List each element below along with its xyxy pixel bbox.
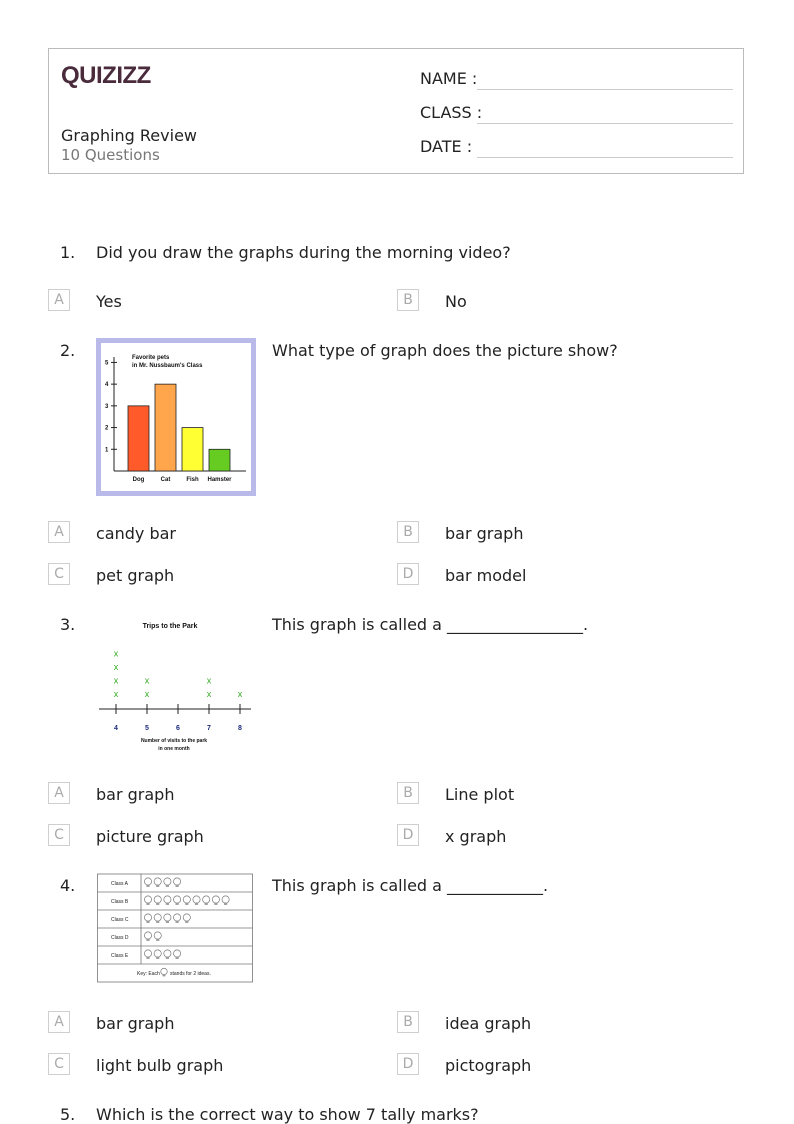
light-bulb-base [146,885,149,887]
option-b-text[interactable]: No [445,292,467,311]
bar-cat [155,384,176,471]
light-bulb-icon [164,914,171,921]
light-bulb-icon [144,950,151,957]
option-b-box[interactable]: B [397,521,419,543]
x-tick-label: 8 [238,725,242,732]
option-d-text[interactable]: bar model [445,566,527,585]
light-bulb-base [176,885,179,887]
idea-pictograph [97,873,254,988]
light-bulb-icon [164,896,171,903]
question-text: What type of graph does the picture show? [272,341,618,360]
y-tick-label: 5 [105,360,109,367]
light-bulb-base [156,921,159,923]
row-label: Class A [111,881,128,887]
light-bulb-icon [174,914,181,921]
name-label: NAME : [420,69,478,88]
light-bulb-base [156,957,159,959]
x-axis-label: in one month [158,746,190,752]
question-number: 3. [60,615,76,634]
x-mark: x [206,689,212,699]
quizizz-logo [61,59,181,97]
row-label: Class C [111,917,129,923]
light-bulb-icon [144,932,151,939]
light-bulb-base [163,974,166,976]
option-b-box[interactable]: B [397,782,419,804]
option-b-text[interactable]: bar graph [445,524,524,543]
light-bulb-icon [212,896,219,903]
date-label: DATE : [420,137,473,156]
x-mark: x [113,675,119,686]
light-bulb-icon [193,896,200,903]
light-bulb-icon [144,914,151,921]
question-text: This graph is called a _________________. [272,615,589,634]
key-label: stands for 2 ideas. [170,971,211,977]
class-label: CLASS : [420,103,483,122]
option-b-text[interactable]: Line plot [445,785,515,804]
x-tick-label: Dog [132,477,145,483]
x-tick-label: 4 [114,725,118,732]
option-a-text[interactable]: bar graph [96,785,175,804]
park-line-plot-svg [96,614,256,760]
light-bulb-base [224,903,227,905]
light-bulb-icon [174,950,181,957]
x-mark: x [113,648,119,659]
y-tick-label: 3 [105,403,109,410]
bar-fish [182,428,203,471]
option-d-box[interactable]: D [397,1053,419,1075]
option-c-box[interactable]: C [48,563,70,585]
option-d-text[interactable]: x graph [445,827,507,846]
option-a-box[interactable]: A [48,289,70,311]
x-mark: x [206,675,212,686]
date-field[interactable] [477,157,733,158]
x-mark: x [237,689,243,699]
option-a-text[interactable]: Yes [96,292,122,311]
option-c-box[interactable]: C [48,824,70,846]
light-bulb-icon [174,896,181,903]
option-a-text[interactable]: candy bar [96,524,176,543]
x-tick-label: 5 [145,725,149,732]
x-tick-label: Fish [186,477,199,483]
light-bulb-icon [154,914,161,921]
question-number: 1. [60,243,76,262]
option-b-box[interactable]: B [397,1011,419,1033]
x-mark: x [144,689,150,699]
light-bulb-icon [154,878,161,885]
light-bulb-base [166,921,169,923]
light-bulb-icon [154,896,161,903]
question-number: 5. [60,1105,76,1124]
option-c-box[interactable]: C [48,1053,70,1075]
light-bulb-icon [144,896,151,903]
light-bulb-base [205,903,208,905]
park-line-plot [96,614,256,764]
x-tick-label: Cat [160,477,171,483]
option-d-box[interactable]: D [397,824,419,846]
question-text: This graph is called a ____________. [272,876,549,895]
light-bulb-base [176,903,179,905]
chart-title: in Mr. Nussbaum's Class [132,363,203,369]
row-label: Class B [111,899,129,905]
chart-title: Favorite pets [132,355,170,361]
bar-hamster [209,449,230,471]
light-bulb-icon [161,968,167,974]
class-field[interactable] [477,123,733,124]
row-label: Class E [111,953,129,959]
option-b-text[interactable]: idea graph [445,1014,532,1033]
light-bulb-base [146,921,149,923]
option-c-text[interactable]: light bulb graph [96,1056,224,1075]
question-number: 2. [60,341,76,360]
option-a-box[interactable]: A [48,1011,70,1033]
option-a-text[interactable]: bar graph [96,1014,175,1033]
option-a-box[interactable]: A [48,521,70,543]
bar-dog [128,406,149,471]
light-bulb-base [146,957,149,959]
light-bulb-base [156,885,159,887]
light-bulb-base [156,939,159,941]
light-bulb-base [146,939,149,941]
option-a-box[interactable]: A [48,782,70,804]
light-bulb-icon [154,950,161,957]
x-tick-label: 7 [207,725,211,732]
row-label: Class D [111,935,129,941]
x-tick-label: Hamster [207,477,232,483]
pets-bar-chart [96,338,256,500]
idea-pictograph-svg [97,873,254,984]
light-bulb-base [185,903,188,905]
light-bulb-base [195,903,198,905]
light-bulb-icon [222,896,229,903]
light-bulb-icon [164,950,171,957]
chart-title: Trips to the Park [142,623,198,630]
light-bulb-base [166,957,169,959]
question-number: 4. [60,876,76,895]
light-bulb-base [214,903,217,905]
x-mark: x [113,689,119,699]
light-bulb-base [176,921,179,923]
x-mark: x [113,662,119,672]
key-label: Key: Each [137,971,160,977]
light-bulb-icon [203,896,210,903]
x-axis-label: Number of visits to the park [140,738,208,744]
light-bulb-icon [144,878,151,885]
question-text: Did you draw the graphs during the morning video? [96,243,511,262]
light-bulb-base [156,903,159,905]
option-c-text[interactable]: pet graph [96,566,175,585]
light-bulb-icon [164,878,171,885]
light-bulb-icon [174,878,181,885]
worksheet-header [48,48,744,174]
y-tick-label: 4 [105,382,109,389]
option-d-text[interactable]: pictograph [445,1056,532,1075]
svg-text:QUIZIZZ: QUIZIZZ [61,62,151,89]
option-c-text[interactable]: picture graph [96,827,204,846]
pets-bar-chart-svg [96,338,256,496]
option-b-box[interactable]: B [397,289,419,311]
quiz-title: Graphing Review [61,126,197,145]
y-tick-label: 2 [105,425,109,432]
light-bulb-icon [183,914,190,921]
question-text: Which is the correct way to show 7 tally marks? [96,1105,479,1124]
light-bulb-icon [154,932,161,939]
y-tick-label: 1 [105,447,109,454]
light-bulb-base [176,957,179,959]
name-field[interactable] [477,89,733,90]
x-tick-label: 6 [176,725,180,732]
quizizz-logo-graphic [61,59,181,93]
light-bulb-base [185,921,188,923]
light-bulb-base [166,885,169,887]
option-d-box[interactable]: D [397,563,419,585]
x-mark: x [144,675,150,686]
question-count: 10 Questions [61,146,160,164]
light-bulb-base [166,903,169,905]
light-bulb-base [146,903,149,905]
light-bulb-icon [183,896,190,903]
